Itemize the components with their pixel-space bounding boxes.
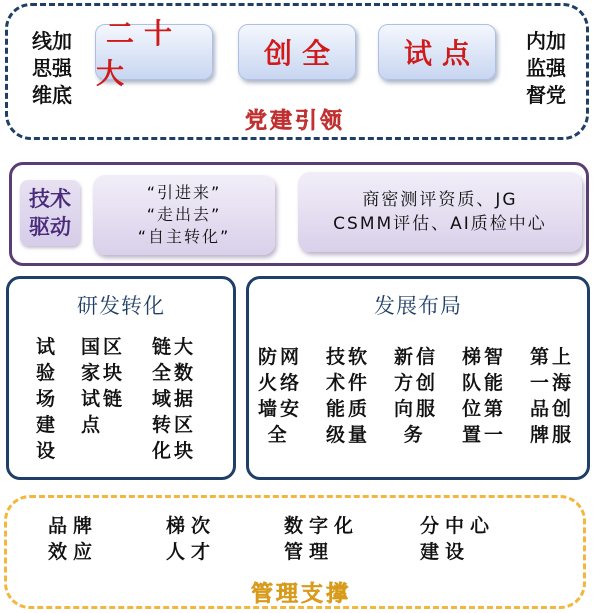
dev-column-3: 新信 方创 向服 务 [394,346,439,446]
rd-column-3: 链大 全数 域据 转区 化块 [152,336,197,462]
twentieth-congress-box: 二十大 [95,24,213,80]
cert-line-1: 商密测评资质、JG [362,190,518,210]
party-leading-title: 党建引领 [244,109,345,134]
certification-box [298,172,582,252]
quote-go-out: “走出去” [146,205,222,224]
mgmt-digital-management: 数字化 管理 [284,515,360,563]
party-left-text: 线加 思强 维底 [32,29,72,107]
mgmt-talent-tiers: 梯次 人才 [166,515,217,563]
dev-column-1: 防网 火络 墙安 全 [258,346,303,446]
dev-panel-title: 发展布局 [374,294,462,318]
mgmt-brand-effect: 品牌 效应 [48,515,99,563]
dev-column-5: 第上 一海 品创 牌服 [530,346,575,446]
quote-self-transform: “自主转化” [137,227,231,246]
strategy-quotes-box [93,175,275,255]
rd-panel-title: 研发转化 [77,294,165,318]
pilot-box: 试点 [378,24,496,80]
tech-driven-label: 技术 驱动 [20,180,80,246]
party-right-text: 内加 监强 督党 [526,29,566,107]
mgmt-support-title: 管理支撑 [250,582,351,607]
quote-bring-in: “引进来” [146,183,222,202]
dev-column-4: 梯智 队能 位第 置一 [462,346,507,446]
cert-line-2: CSMM评估、AI质检中心 [333,214,547,234]
rd-column-2: 国区 家块 试链 点 [81,336,126,436]
mgmt-branch-center: 分中心 建设 [420,515,496,563]
dev-column-2: 技软 术件 能质 级量 [326,346,371,446]
rd-column-1: 试 验 场 建 设 [36,336,59,462]
civilization-creation-box: 创全 [238,24,356,80]
